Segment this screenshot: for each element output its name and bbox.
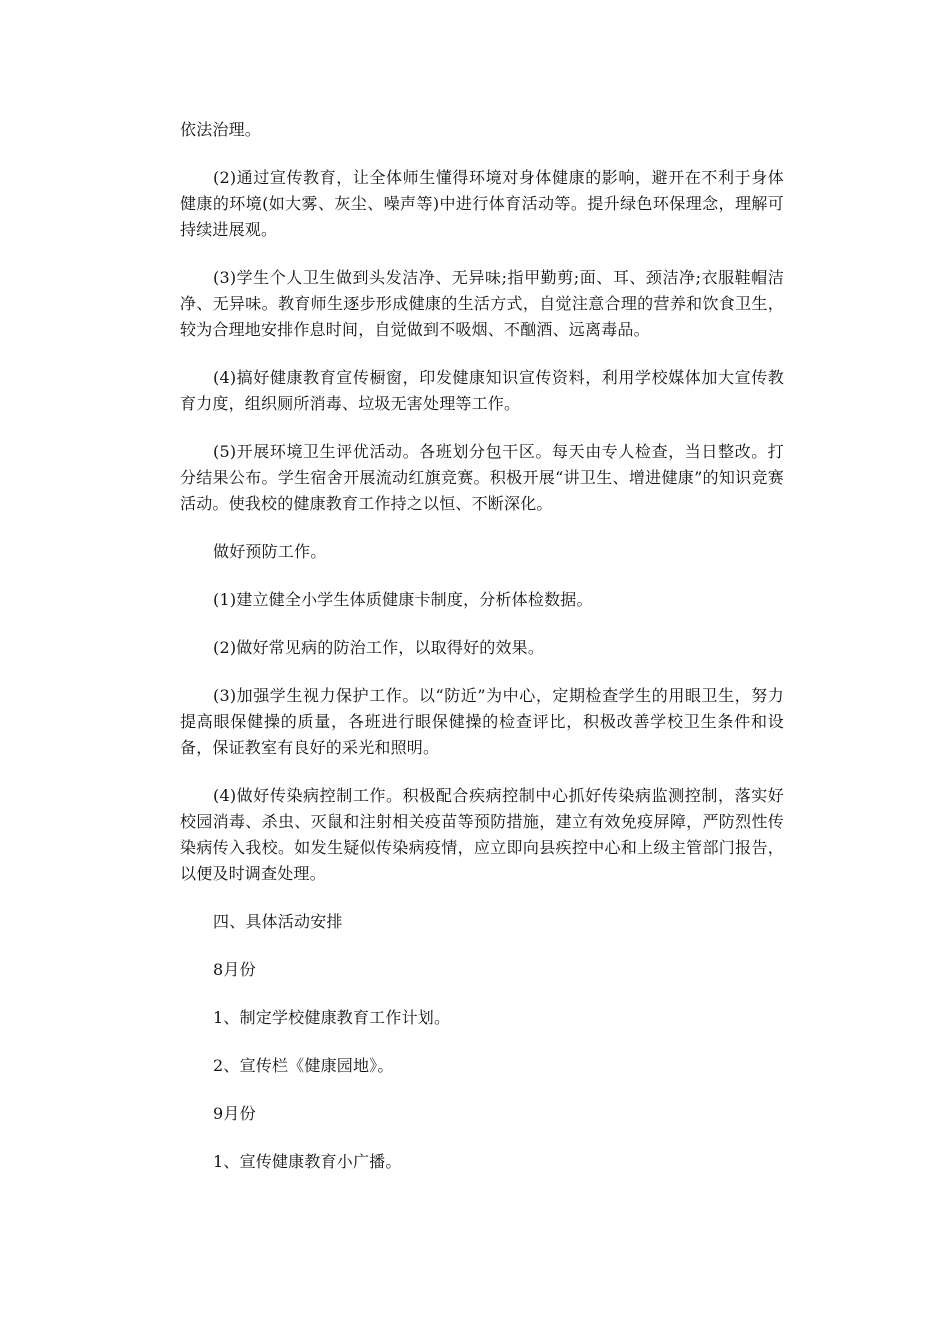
paragraph-continuation: 依法治理。 — [180, 120, 262, 139]
section-heading-activities: 四、具体活动安排 — [213, 912, 343, 931]
september-item-1: 1、宣传健康教育小广播。 — [213, 1152, 402, 1171]
paragraph-prevention-3: (3)加强学生视力保护工作。以“防近”为中心，定期检查学生的用眼卫生，努力提高眼保健操的质量，各班进行眼保健操的检查评比，积极改善学校卫生条件和设备，保证教室有良好的采光和照明。 — [180, 686, 784, 757]
paragraph-item-5: (5)开展环境卫生评优活动。各班划分包干区。每天由专人检查，当日整改。打分结果公布。学生宿舍开展流动红旗竞赛。积极开展“讲卫生、增进健康”的知识竞赛活动。使我校的健康教育工作持之以恒、不断深化。 — [180, 442, 784, 513]
paragraph-item-2: (2)通过宣传教育，让全体师生懂得环境对身体健康的影响，避开在不利于身体健康的环境(如大雾、灰尘、噪声等)中进行体育活动等。提升绿色环保理念，理解可持续进展观。 — [180, 168, 784, 239]
paragraph-prevention-2: (2)做好常见病的防治工作，以取得好的效果。 — [213, 638, 545, 657]
month-heading-september: 9月份 — [213, 1104, 256, 1123]
paragraph-prevention-4: (4)做好传染病控制工作。积极配合疾病控制中心抓好传染病监测控制，落实好校园消毒、杀虫、灭鼠和注射相关疫苗等预防措施，建立有效免疫屏障，严防烈性传染病传入我校。如发生疑似传染病疫情，应立即向县疾控中心和上级主管部门报告，以便及时调查处理。 — [180, 786, 784, 883]
month-heading-august: 8月份 — [213, 960, 256, 979]
august-item-2: 2、宣传栏《健康园地》。 — [213, 1056, 394, 1075]
paragraph-prevention-heading: 做好预防工作。 — [213, 542, 327, 561]
paragraph-prevention-1: (1)建立健全小学生体质健康卡制度，分析体检数据。 — [213, 590, 593, 609]
august-item-1: 1、制定学校健康教育工作计划。 — [213, 1008, 451, 1027]
paragraph-item-4: (4)搞好健康教育宣传橱窗，印发健康知识宣传资料，利用学校媒体加大宣传教育力度，组织厕所消毒、垃圾无害处理等工作。 — [180, 368, 784, 413]
paragraph-item-3: (3)学生个人卫生做到头发洁净、无异味;指甲勤剪;面、耳、颈洁净;衣服鞋帽洁净、无异味。教育师生逐步形成健康的生活方式，自觉注意合理的营养和饮食卫生，较为合理地安排作息时间，自觉做到不吸烟、不酗酒、远离毒品。 — [180, 268, 784, 339]
document-body — [180, 117, 784, 1197]
